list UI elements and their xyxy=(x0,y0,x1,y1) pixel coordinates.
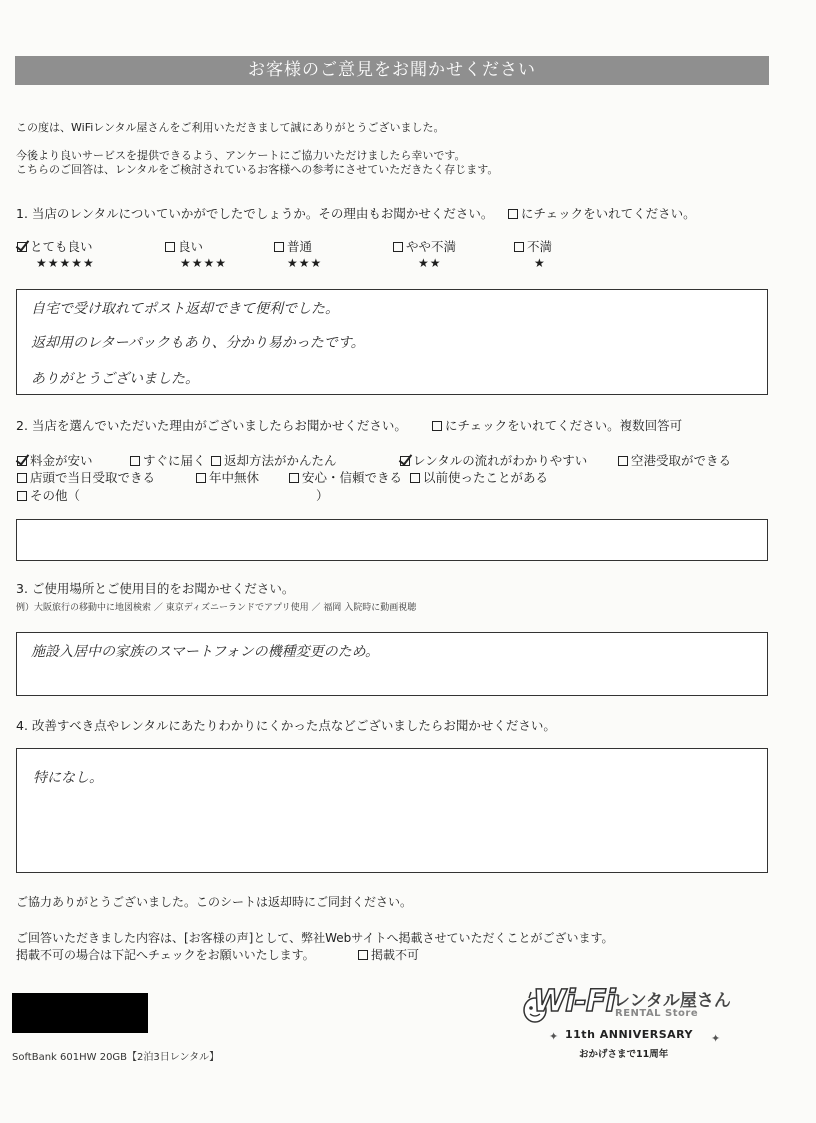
checkbox-icon xyxy=(508,209,518,219)
q1-option-label: 不満 xyxy=(527,239,553,254)
q3-question: 3. ご使用場所とご使用目的をお聞かせください。 xyxy=(16,581,295,596)
q1-option-label: 普通 xyxy=(287,239,313,254)
q2-option-label: 以前使ったことがある xyxy=(423,470,549,485)
q2-option-label: レンタルの流れがわかりやすい xyxy=(413,453,588,468)
checkbox-checked-icon[interactable] xyxy=(17,456,27,466)
q2-option-label: 安心・信頼できる xyxy=(302,470,403,485)
footer-thanks: ご協力ありがとうございました。このシートは返却時にご同封ください。 xyxy=(16,895,413,909)
q2-option-other[interactable] xyxy=(17,486,80,504)
intro-line-1: この度は、WiFiレンタル屋さんをご利用いただきまして誠にありがとうございました。 xyxy=(16,121,445,134)
checkbox-checked-icon[interactable] xyxy=(400,456,410,466)
q1-option-label: やや不満 xyxy=(406,239,457,254)
q2-option-easy-flow[interactable] xyxy=(400,451,587,469)
q1-option-label: 良い xyxy=(178,239,204,254)
q1-stars-3: ★★★ xyxy=(287,256,323,270)
q1-instruction xyxy=(508,204,696,222)
q3-example: 例）大阪旅行の移動中に地図検索 ／ 東京ディズニーランドでアプリ使用 ／ 福岡 入院時に動画視聴 xyxy=(16,603,417,613)
footer-notice-1: ご回答いただきました内容は、[お客様の声]として、弊社Webサイトへ掲載させていただくことがございます。 xyxy=(16,931,614,945)
q1-answer-line-3: ありがとうございました。 xyxy=(31,371,199,387)
checkbox-icon[interactable] xyxy=(17,491,27,501)
q2-option-fast-delivery[interactable] xyxy=(130,451,206,469)
checkbox-icon[interactable] xyxy=(410,473,420,483)
q3-answer: 施設入居中の家族のスマートフォンの機種変更のため。 xyxy=(31,644,380,660)
q2-option-label: 料金が安い xyxy=(30,453,93,468)
q4-question: 4. 改善すべき点やレンタルにあたりわかりにくかった点などございましたらお聞かせください。 xyxy=(16,718,556,733)
checkbox-icon[interactable] xyxy=(211,456,221,466)
checkbox-icon[interactable] xyxy=(289,473,299,483)
q1-option-somewhat-unsatisfied[interactable] xyxy=(393,237,456,255)
q2-option-label: その他（ xyxy=(30,488,81,503)
company-logo xyxy=(521,980,741,1070)
q2-option-label: 空港受取ができる xyxy=(631,453,732,468)
q2-question: 2. 当店を選んでいただいた理由がございましたらお聞かせください。 xyxy=(16,418,407,433)
checkbox-icon[interactable] xyxy=(514,242,524,252)
q2-option-label: 店頭で当日受取できる xyxy=(30,470,156,485)
q1-question: 1. 当店のレンタルについていかがでしたでしょうか。その理由もお聞かせください。 xyxy=(16,206,494,221)
q1-stars-4: ★★★★ xyxy=(180,256,228,270)
logo-wifi-text: Wi-Fi xyxy=(533,984,615,1019)
q1-option-average[interactable] xyxy=(274,237,312,255)
q2-option-airport-pickup[interactable] xyxy=(618,451,731,469)
redacted-block xyxy=(12,993,148,1033)
q1-option-unsatisfied[interactable] xyxy=(514,237,552,255)
checkbox-icon[interactable] xyxy=(274,242,284,252)
q2-option-same-day-store[interactable] xyxy=(17,468,155,486)
intro-line-2: 今後より良いサービスを提供できるよう、アンケートにご協力いただけましたら幸いです。 xyxy=(16,149,466,162)
checkbox-icon xyxy=(432,421,442,431)
q2-answer-box[interactable] xyxy=(16,519,768,561)
q1-answer-line-2: 返却用のレターパックもあり、分かり易かったです。 xyxy=(31,335,365,351)
q4-answer: 特になし。 xyxy=(33,770,103,786)
logo-store-name: レンタル屋さん xyxy=(613,991,731,1011)
sparkle-icon: ✦ xyxy=(549,1030,559,1043)
q3-answer-box[interactable] xyxy=(16,632,768,696)
q1-option-good[interactable] xyxy=(165,237,203,255)
checkbox-icon[interactable] xyxy=(358,950,368,960)
q1-answer-line-1: 自宅で受け取れてポスト返却できて便利でした。 xyxy=(31,301,339,317)
q2-instruction-text: にチェックをいれてください。複数回答可 xyxy=(445,418,683,433)
q1-option-very-good[interactable] xyxy=(17,237,93,255)
checkbox-icon[interactable] xyxy=(196,473,206,483)
logo-anniversary: 11th ANNIVERSARY xyxy=(565,1028,694,1041)
intro-line-3: こちらのご回答は、レンタルをご検討されているお客様への参考にさせていただきたく存じます。 xyxy=(16,163,499,176)
q2-option-label: すぐに届く xyxy=(143,453,206,468)
q2-option-easy-return[interactable] xyxy=(211,451,337,469)
q1-option-label: とても良い xyxy=(30,239,93,254)
checkbox-icon[interactable] xyxy=(165,242,175,252)
checkbox-icon[interactable] xyxy=(130,456,140,466)
page-title: お客様のご意見をお聞かせください xyxy=(15,56,769,85)
footer-notice-2: 掲載不可の場合は下記へチェックをお願いいたします。 xyxy=(16,948,315,962)
no-publish-label: 掲載不可 xyxy=(371,948,420,962)
q1-instruction-text: にチェックをいれてください。 xyxy=(521,206,696,221)
checkbox-checked-icon[interactable] xyxy=(17,242,27,252)
rental-model: SoftBank 601HW 20GB【2泊3日レンタル】 xyxy=(12,1052,220,1063)
q2-option-open-all-year[interactable] xyxy=(196,468,259,486)
q2-option-label: 返却方法がかんたん xyxy=(224,453,337,468)
q1-stars-5: ★★★★★ xyxy=(36,256,95,270)
q2-option-cheap[interactable] xyxy=(17,451,93,469)
q2-option-trustworthy[interactable] xyxy=(289,468,402,486)
q1-answer-box[interactable] xyxy=(16,289,768,395)
logo-tagline: おかげさまで11周年 xyxy=(579,1049,669,1060)
q1-stars-2: ★★ xyxy=(418,256,442,270)
checkbox-icon[interactable] xyxy=(17,473,27,483)
sparkle-icon: ✦ xyxy=(711,1032,721,1045)
logo-sub-text: RENTAL Store xyxy=(615,1008,699,1019)
q1-stars-1: ★ xyxy=(534,256,546,270)
no-publish-checkbox[interactable] xyxy=(358,946,419,963)
q2-other-close-paren: ） xyxy=(316,488,329,503)
q2-option-used-before[interactable] xyxy=(410,468,548,486)
checkbox-icon[interactable] xyxy=(618,456,628,466)
q4-answer-box[interactable] xyxy=(16,748,768,873)
checkbox-icon[interactable] xyxy=(393,242,403,252)
q2-option-label: 年中無休 xyxy=(209,470,260,485)
q2-instruction xyxy=(432,416,682,434)
